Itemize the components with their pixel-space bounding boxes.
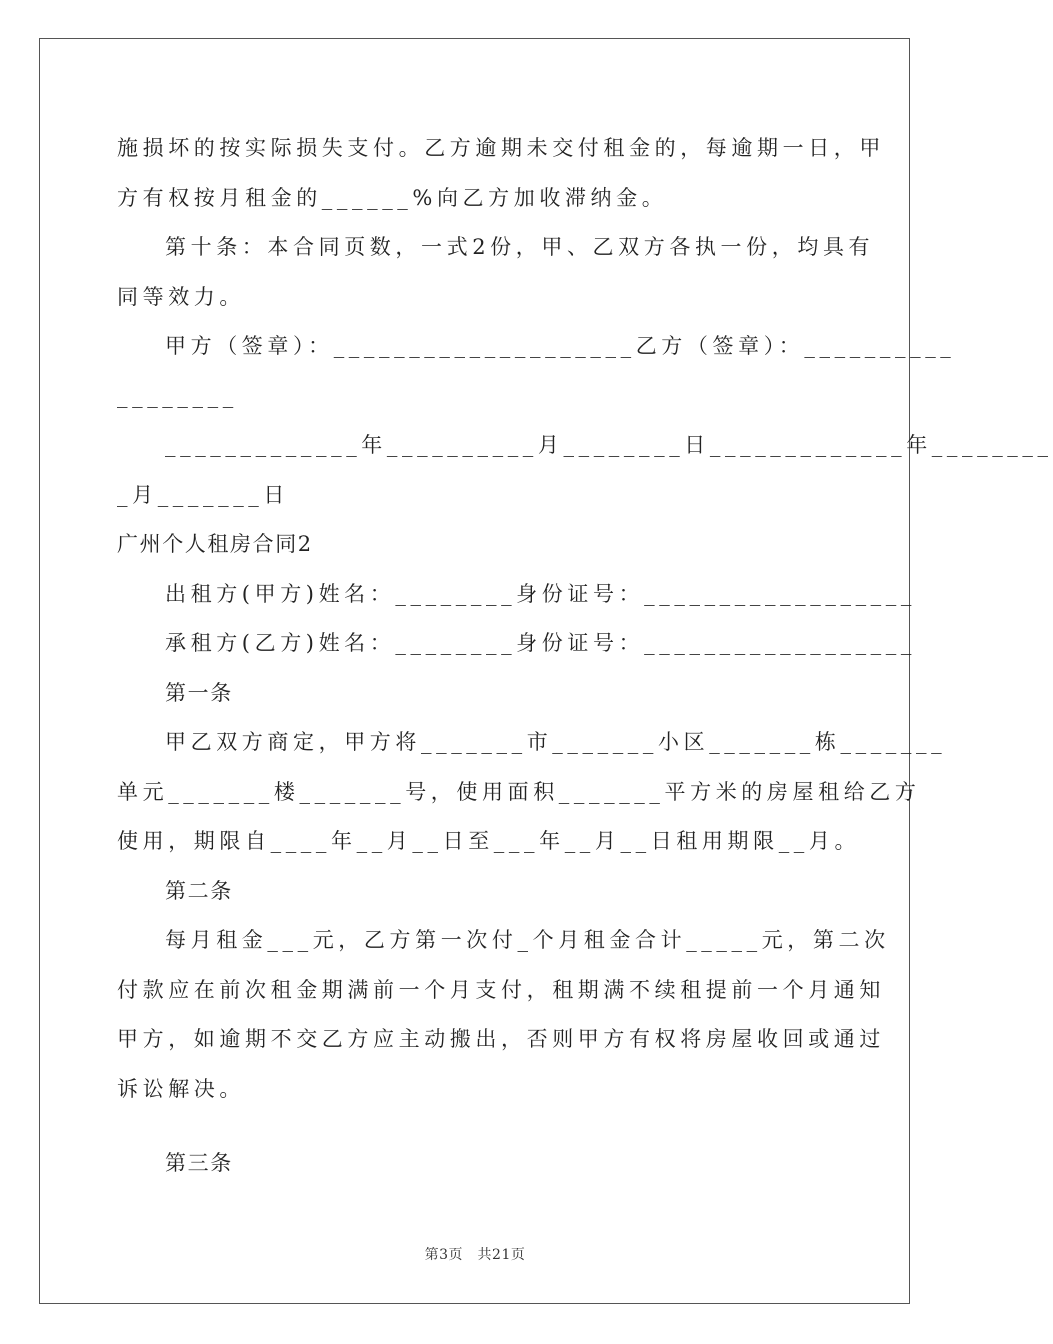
article-three-heading: 第三条 bbox=[165, 1151, 233, 1175]
paragraph-line: 诉讼解决。 bbox=[117, 1076, 245, 1101]
signature-line-continued: ________ bbox=[117, 383, 238, 408]
article-one-heading: 第一条 bbox=[165, 680, 233, 705]
clause-ten-line: 第十条：本合同页数，一式2份，甲、乙双方各执一份，均具有 bbox=[165, 235, 875, 259]
article-two-heading: 第二条 bbox=[165, 878, 233, 903]
paragraph-line: 甲方，如逾期不交乙方应主动搬出，否则甲方有权将房屋收回或通过 bbox=[117, 1027, 885, 1051]
paragraph-line: 付款应在前次租金期满前一个月支付，租期满不续租提前一个月通知 bbox=[117, 977, 885, 1002]
paragraph-line: 同等效力。 bbox=[117, 284, 245, 309]
paragraph-gap bbox=[117, 1114, 835, 1139]
paragraph-line: 每月租金___元，乙方第一次付_个月租金合计_____元，第二次 bbox=[165, 928, 890, 952]
contract-title: 广州个人租房合同2 bbox=[117, 532, 313, 556]
page-number-footer: 第3页 共21页 bbox=[424, 1247, 526, 1263]
date-line: _____________年__________月________日_____________年________ bbox=[165, 433, 1053, 457]
paragraph-line: 使用，期限自____年__月__日至___年__月__日租用期限__月。 bbox=[117, 829, 861, 853]
paragraph-line: 甲乙双方商定，甲方将_______市_______小区_______栋_______ bbox=[165, 730, 947, 754]
paragraph-line: 单元_______楼_______号，使用面积_______平方米的房屋租给乙方 bbox=[117, 779, 921, 804]
lessee-info-line: 承租方(乙方)姓名：________身份证号：__________________ bbox=[165, 631, 916, 655]
lessor-info-line: 出租方(甲方)姓名：________身份证号：__________________ bbox=[165, 581, 916, 606]
paragraph-line: 施损坏的按实际损失支付。乙方逾期未交付租金的，每逾期一日，甲 bbox=[117, 136, 885, 160]
signature-line: 甲方（签章）：____________________乙方（签章）：__________ bbox=[165, 334, 956, 358]
document-body bbox=[117, 124, 1053, 1189]
paragraph-line: 方有权按月租金的______%向乙方加收滞纳金。 bbox=[117, 185, 668, 210]
date-line-continued: _月_______日 bbox=[117, 482, 289, 507]
